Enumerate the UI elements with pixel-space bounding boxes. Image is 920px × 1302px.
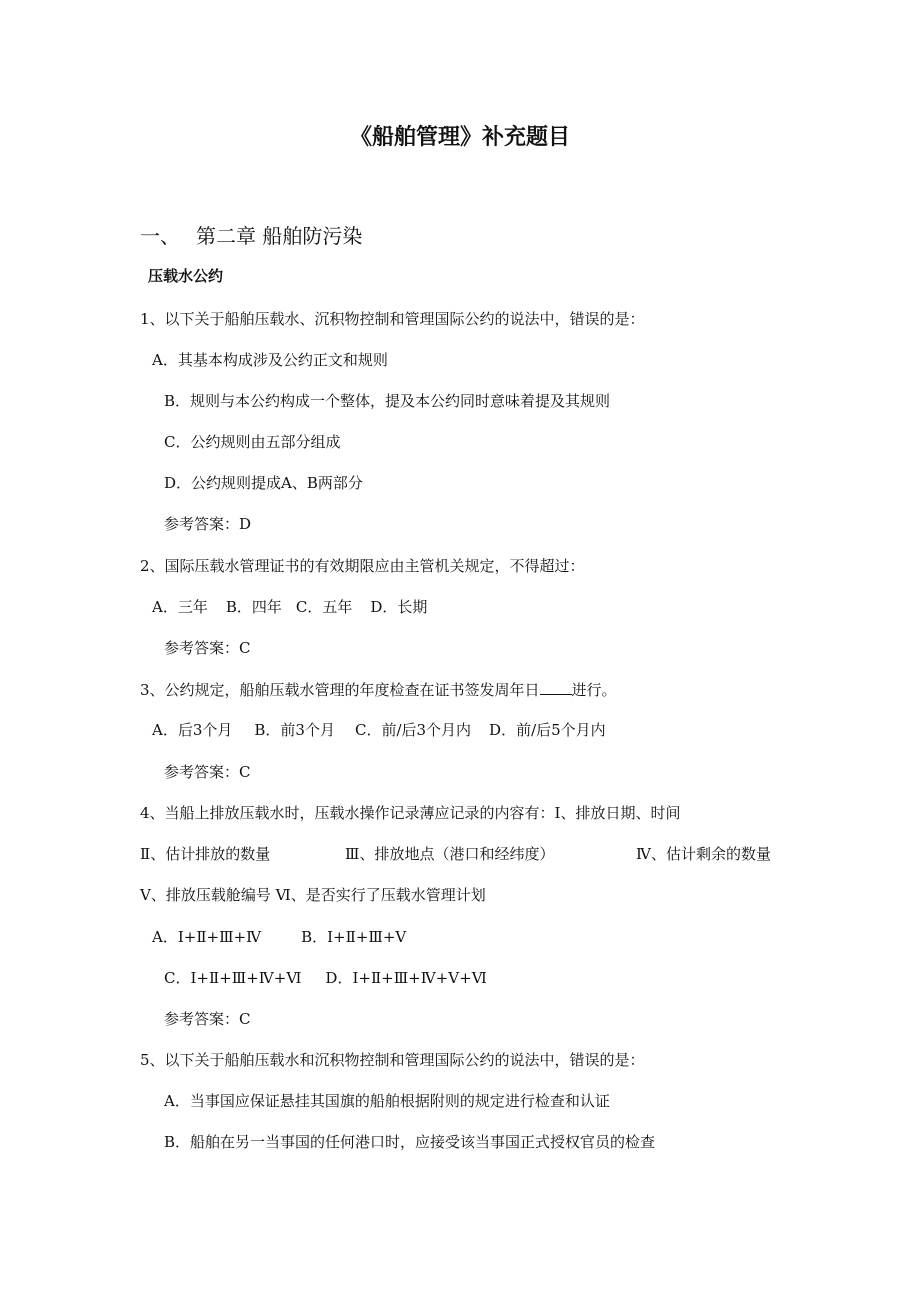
question-3-blank bbox=[540, 679, 572, 695]
question-3-option-c: C．前/后3个月内 bbox=[354, 721, 472, 739]
chapter-title: 第二章 船舶防污染 bbox=[196, 224, 363, 248]
question-3-stem-after: 进行。 bbox=[571, 681, 617, 699]
question-1-stem: 1、以下关于船舶压载水、沉积物控制和管理国际公约的说法中，错误的是： bbox=[140, 310, 645, 328]
question-3-option-a: A．后3个月 bbox=[152, 721, 233, 739]
question-4-option-b: B．Ⅰ+Ⅱ+Ⅲ+Ⅴ bbox=[301, 928, 407, 946]
question-1-option-a: A．其基本构成涉及公约正文和规则 bbox=[152, 351, 388, 369]
question-1-option-d: D．公约规则提成A、B两部分 bbox=[164, 474, 363, 492]
question-1-option-b: B．规则与本公约构成一个整体，提及本公约同时意味着提及其规则 bbox=[164, 392, 611, 410]
question-4-item-2: Ⅱ、估计排放的数量 bbox=[140, 845, 271, 863]
question-4-option-d: D．Ⅰ+Ⅱ+Ⅲ+Ⅳ+Ⅴ+Ⅵ bbox=[325, 969, 487, 987]
question-1-option-c: C．公约规则由五部分组成 bbox=[164, 433, 341, 451]
question-4-item-4: Ⅳ、估计剩余的数量 bbox=[636, 845, 771, 863]
question-5-stem: 5、以下关于船舶压载水和沉积物控制和管理国际公约的说法中，错误的是： bbox=[140, 1051, 645, 1069]
question-2-option-b: B．四年 bbox=[225, 598, 282, 616]
section-heading: 压载水公约 bbox=[148, 267, 224, 285]
question-3-options bbox=[152, 720, 606, 740]
question-5-option-b: B．船舶在另一当事国的任何港口时，应接受该当事国正式授权官员的检查 bbox=[164, 1133, 656, 1151]
question-3-stem-before: 3、公约规定，船舶压载水管理的年度检查在证书签发周年日 bbox=[140, 681, 540, 699]
question-2-options bbox=[152, 597, 427, 617]
question-2-option-c: C．五年 bbox=[295, 598, 353, 616]
question-4-options-ab bbox=[152, 927, 406, 947]
document-title: 《船舶管理》补充题目 bbox=[349, 124, 570, 150]
question-5-option-a: A．当事国应保证悬挂其国旗的船舶根据附则的规定进行检查和认证 bbox=[164, 1092, 610, 1110]
chapter-number: 一、 bbox=[140, 224, 180, 248]
question-2-option-a: A．三年 bbox=[152, 598, 208, 616]
question-3-stem bbox=[140, 679, 617, 700]
question-4-stem: 4、当船上排放压载水时，压载水操作记录薄应记录的内容有：Ⅰ、排放日期、时间 bbox=[140, 804, 681, 822]
question-2-option-d: D．长期 bbox=[370, 598, 428, 616]
question-3-option-d: D．前/后5个月内 bbox=[489, 721, 606, 739]
question-2-answer: 参考答案：C bbox=[164, 639, 251, 657]
question-4-option-c: C．Ⅰ+Ⅱ+Ⅲ+Ⅳ+Ⅵ bbox=[164, 969, 302, 987]
question-3-answer: 参考答案：C bbox=[164, 763, 251, 781]
question-3-option-b: B．前3个月 bbox=[254, 721, 335, 739]
question-2-stem: 2、国际压载水管理证书的有效期限应由主管机关规定，不得超过： bbox=[140, 557, 585, 575]
question-4-option-a: A．Ⅰ+Ⅱ+Ⅲ+Ⅳ bbox=[152, 928, 262, 946]
question-4-item-3: Ⅲ、排放地点（港口和经纬度） bbox=[345, 845, 555, 863]
question-1-answer: 参考答案：D bbox=[164, 515, 252, 533]
question-4-options-cd bbox=[164, 968, 487, 988]
question-4-answer: 参考答案：C bbox=[164, 1010, 251, 1028]
chapter-heading bbox=[140, 222, 362, 250]
question-4-items-5-6: Ⅴ、排放压载舱编号 Ⅵ、是否实行了压载水管理计划 bbox=[140, 886, 486, 904]
